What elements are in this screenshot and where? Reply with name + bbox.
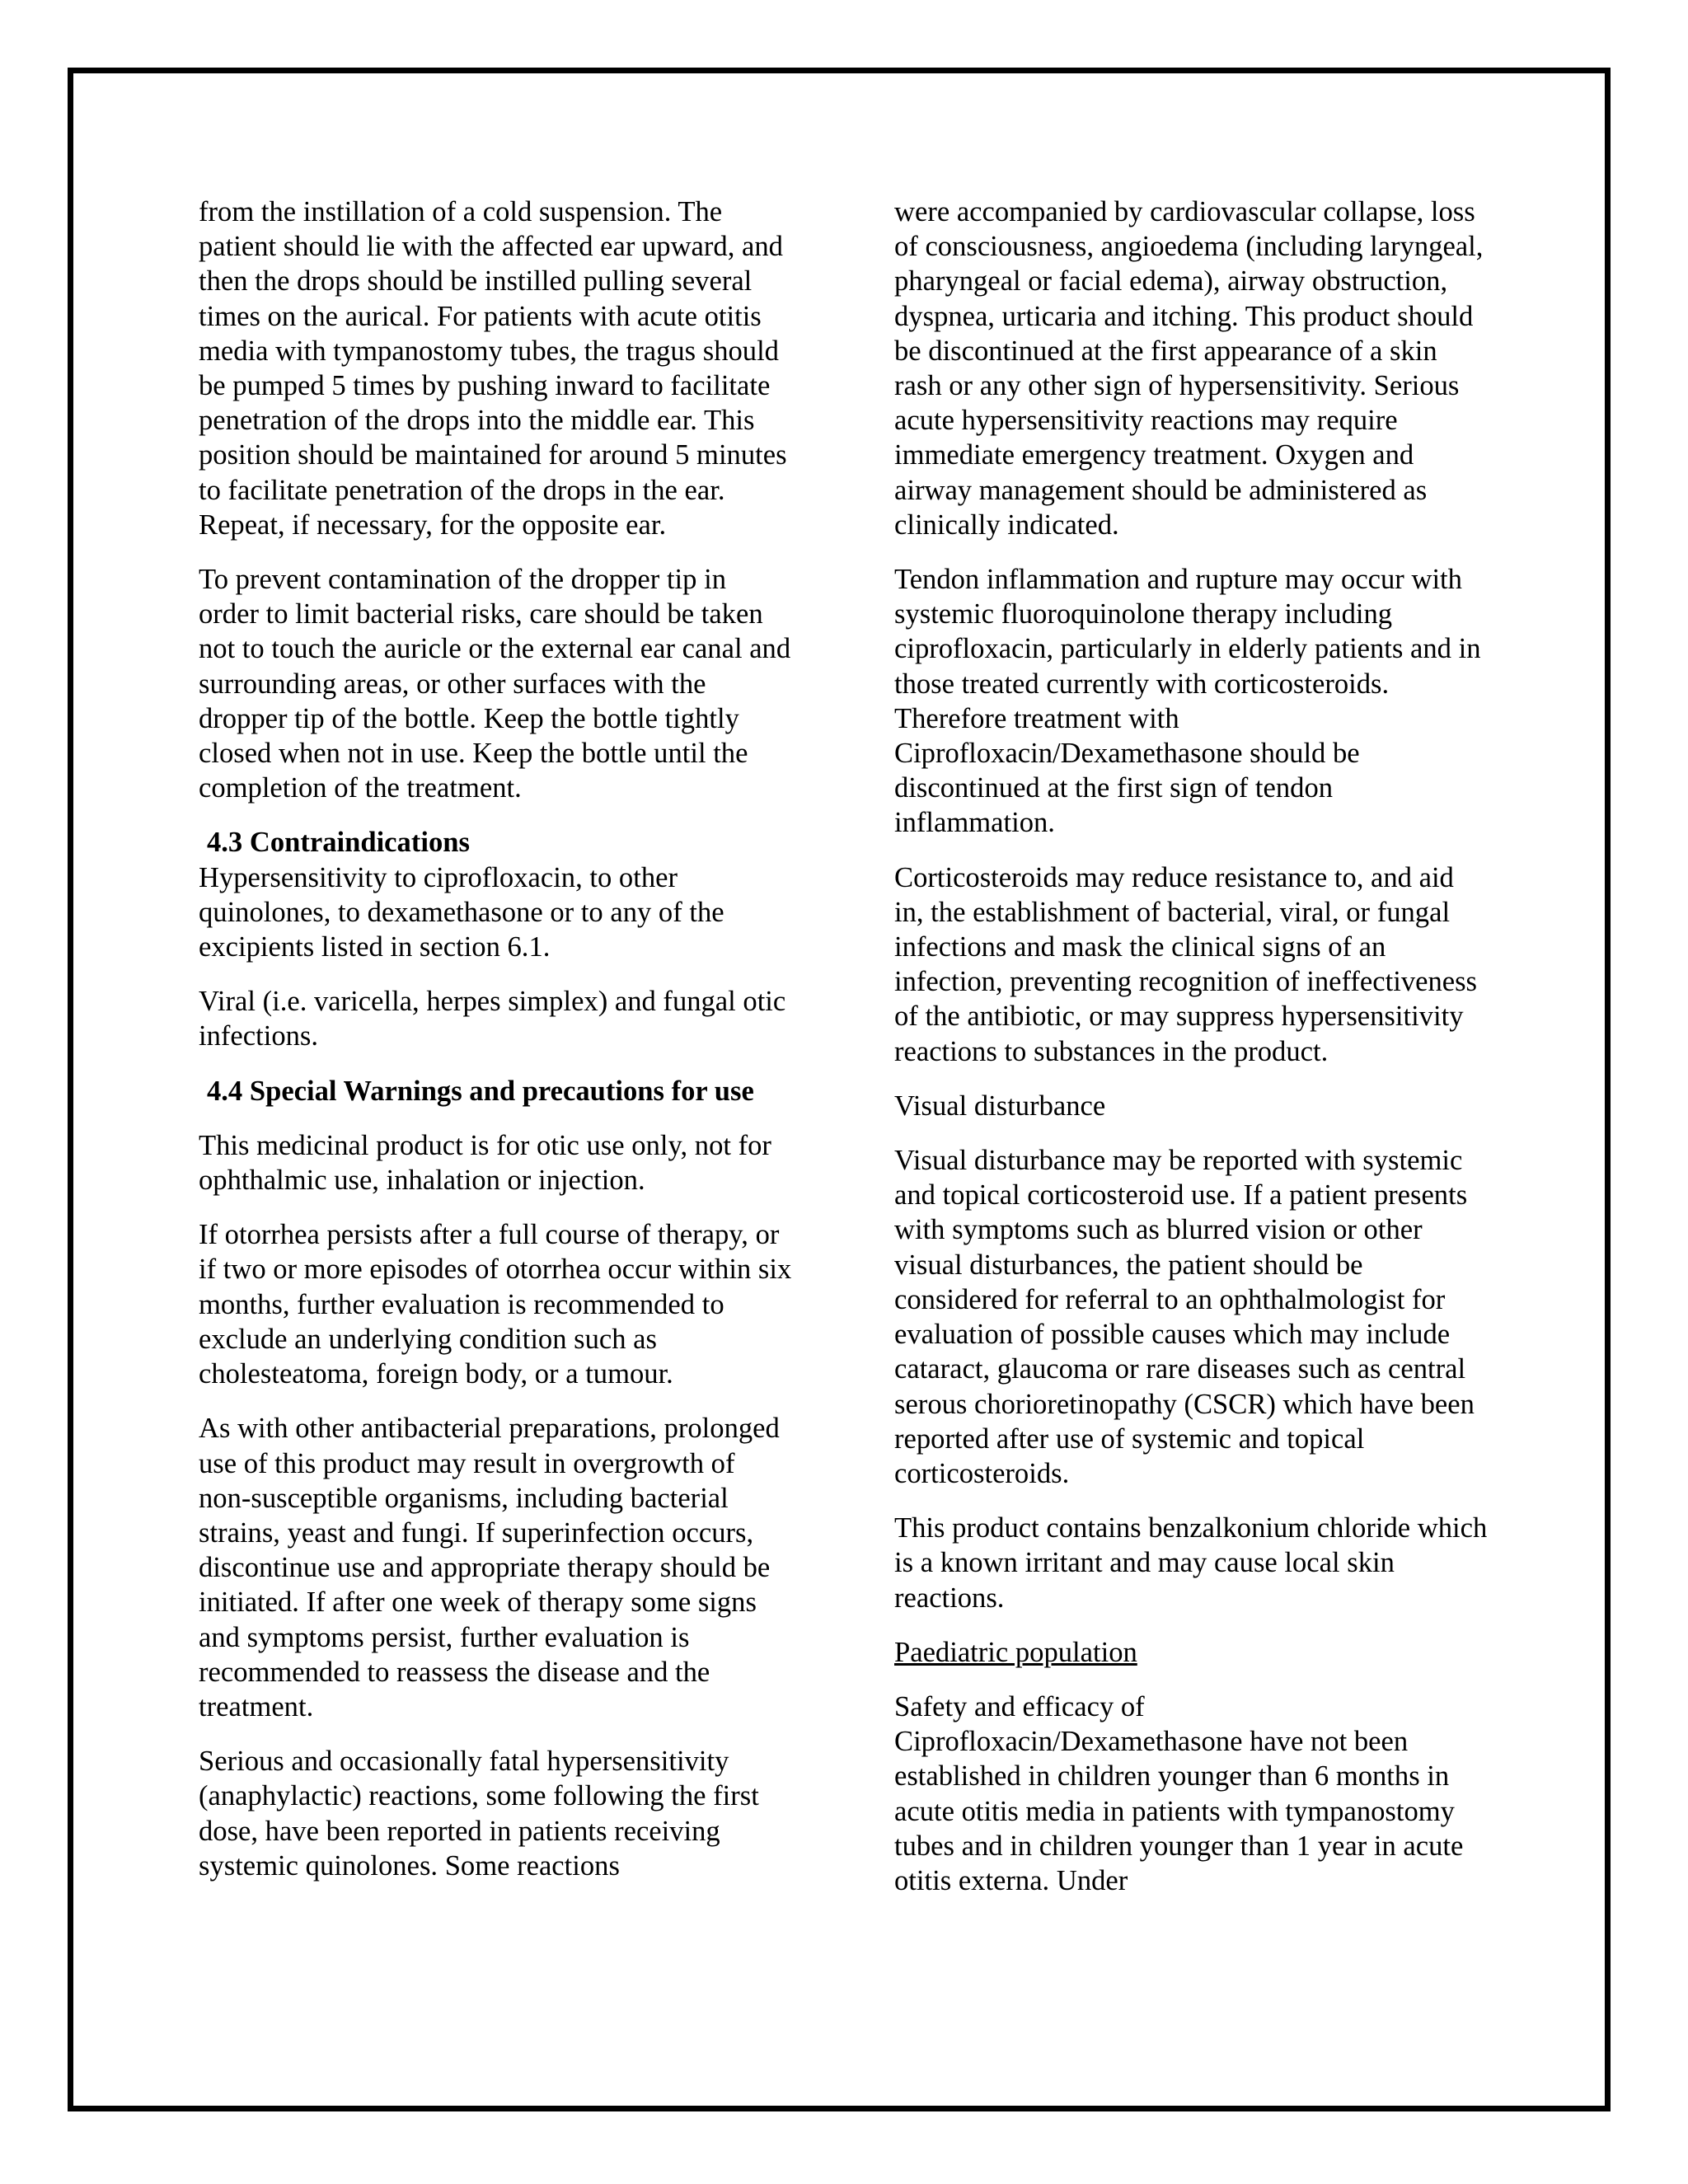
right-column: [894, 194, 1488, 1918]
paragraph: This product contains benzalkonium chloride which is a known irritant and may cause local skin reactions.: [894, 1512, 1488, 1614]
paragraph: Visual disturbance may be reported with systemic and topical corticosteroid use. If a patient presents with symptoms such as blurred vision or other visual disturbances, the patient should be considered for referral to an ophthalmologist for evaluation of possible causes which may include cataract, glaucoma or rare diseases such as central serous chorioretinopathy (CSCR) which have been reported after use of systemic and topical corticosteroids.: [894, 1145, 1475, 1489]
subheading-visual-disturbance: Visual disturbance: [894, 1090, 1106, 1122]
left-column: [199, 194, 792, 1903]
paragraph: As with other antibacterial preparations, prolonged use of this product may result in overgrowth of non-susceptible organisms, including bacterial strains, yeast and fungi. If superinfection occurs, discontinue use and appropriate therapy should be initiated. If after one week of therapy some signs and symptoms persist, further evaluation is recommended to reassess the disease and the treatment.: [199, 1413, 780, 1722]
paragraph: Safety and efficacy of Ciprofloxacin/Dexamethasone have not been established in children younger than 6 months in acute otitis media in patients with tympanostomy tubes and in children younger than 1 year in acute otitis externa. Under: [894, 1690, 1464, 1896]
subheading-paediatric-population: Paediatric population: [894, 1636, 1137, 1668]
section-heading-contraindications: 4.3 Contraindications: [207, 827, 470, 859]
paragraph: were accompanied by cardiovascular collapse, loss of consciousness, angioedema (including laryngeal, pharyngeal or facial edema), airway obstruction, dyspnea, urticaria and itching. This product should be discontinued at the first appearance of a skin rash or any other sign of hypersensitivity. Serious acute hypersensitivity reactions may require immediate emergency treatment. Oxygen and airway management should be administered as clinically indicated.: [894, 196, 1484, 541]
section-heading-special-warnings: 4.4 Special Warnings and precautions for use: [207, 1075, 754, 1107]
paragraph: Hypersensitivity to ciprofloxacin, to other quinolones, to dexamethasone or to any of the excipients listed in section 6.1.: [199, 861, 724, 963]
paragraph: Serious and occasionally fatal hypersensitivity (anaphylactic) reactions, some following the first dose, have been reported in patients receiving systemic quinolones. Some reactions: [199, 1746, 759, 1882]
paragraph: If otorrhea persists after a full course of therapy, or if two or more episodes of otorrhea occur within six months, further evaluation is recommended to exclude an underlying condition such as cholesteatoma, foreign body, or a tumour.: [199, 1219, 792, 1390]
paragraph: from the instillation of a cold suspension. The patient should lie with the affected ear upward, and then the drops should be instilled pulling several times on the aurical. For patients with acute otitis media with tympanostomy tubes, the tragus should be pumped 5 times by pushing inward to facilitate penetration of the drops into the middle ear. This position should be maintained for around 5 minutes to facilitate penetration of the drops in the ear. Repeat, if necessary, for the opposite ear.: [199, 196, 787, 541]
paragraph: Viral (i.e. varicella, herpes simplex) and fungal otic infections.: [199, 986, 786, 1052]
paragraph: To prevent contamination of the dropper tip in order to limit bacterial risks, care should be taken not to touch the auricle or the external ear canal and surrounding areas, or other surfaces with the dropper tip of the bottle. Keep the bottle tightly closed when not in use. Keep the bottle until the completion of the treatment.: [199, 564, 791, 804]
paragraph: This medicinal product is for otic use only, not for ophthalmic use, inhalation or injection.: [199, 1129, 771, 1197]
paragraph: Corticosteroids may reduce resistance to, and aid in, the establishment of bacterial, viral, or fungal infections and mask the clinical signs of an infection, preventing recognition of ineffectiveness of the antibiotic, or may suppress hypersensitivity reactions to substances in the product.: [894, 861, 1478, 1067]
paragraph: Tendon inflammation and rupture may occur with systemic fluoroquinolone therapy including ciprofloxacin, particularly in elderly patients and in those treated currently with corticosteroids. Therefore treatment with Ciprofloxacin/Dexamethasone should be discontinued at the first sign of tendon inflammation.: [894, 564, 1481, 839]
